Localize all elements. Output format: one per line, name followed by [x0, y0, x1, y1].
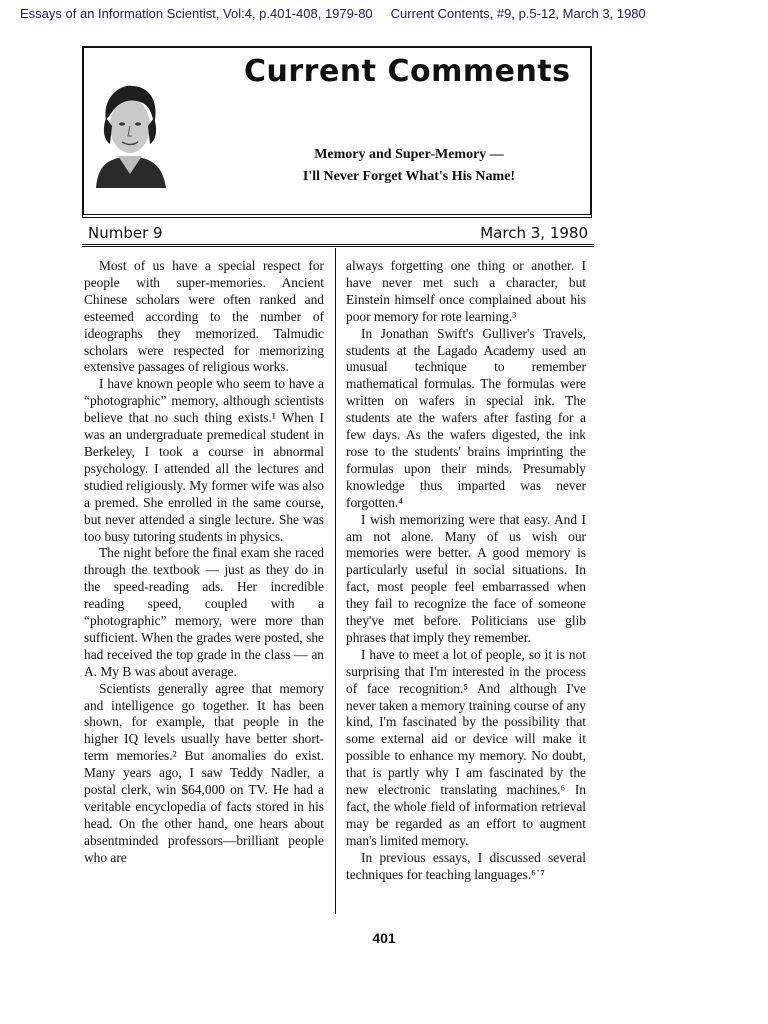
paragraph: I have to meet a lot of people, so it is not surprising that I'm interested in the process of face recognition.⁵ And although I've never taken a memory training course of any kind, I'm fascinated by the possibility that some external aid or device will make it possible to enhance my memory. No doubt, that is partly why I am fascinated by the new electronic translating machines.⁶ In fact, the whole field of information retrieval may be regarded as an effort to augment man's limited memory.	[346, 646, 586, 848]
paragraph: The night before the final exam she raced through the textbook — just as they do in the speed-reading ads. Her incredible reading speed, coupled with a “photographic” memory, were more than sufficient. When the grades were posted, she had received the top grade in the class — an A. My B was about average.	[84, 545, 324, 679]
citation-source: Essays of an Information Scientist, Vol:4, p.401-408, 1979-80	[20, 6, 373, 21]
citation-line	[20, 6, 646, 21]
article-title-line-2: I'll Never Forget What's His Name!	[302, 169, 516, 184]
current-comments-logo: Current Comments	[244, 54, 571, 89]
paragraph: In previous essays, I discussed several techniques for teaching languages.⁶˙⁷	[346, 849, 586, 882]
paragraph: Scientists generally agree that memory and intelligence go together. It has been shown, for example, that people in the higher IQ levels usually have better short-term memories.² But anomalies do exist. Many years ago, I saw Teddy Nadler, a postal clerk, win $64,000 on TV. He had a veritable encyclopedia of facts stored in his head. On the other hand, one hears about absentminded professors—brilliant people who are	[84, 680, 324, 865]
paragraph: I wish memorizing were that easy. And I am not alone. Many of us wish our memories were better. A good memory is particularly useful in social situations. In fact, most people feel embarrassed when they fail to recognize the face of someone they've met before. Politicians use glib phrases that imply they remember.	[346, 511, 586, 645]
issue-date: March 3, 1980	[480, 224, 588, 242]
article-title	[234, 144, 584, 188]
right-column	[346, 258, 586, 884]
header-box	[82, 46, 592, 218]
paragraph: I have known people who seem to have a “photographic” memory, although scientists believe that no such thing exists.¹ When I was an undergraduate premedical student in Berkeley, I took a course in abnormal psychology. I attended all the lectures and studied religiously. My former wife was also a premed. She enrolled in the same course, but never attended a single lecture. She was too busy tutoring students in physics.	[84, 376, 324, 544]
article-title-line-1: Memory and Super-Memory —	[314, 147, 504, 162]
author-portrait	[90, 78, 170, 188]
paragraph: Most of us have a special respect for people with super-memories. Ancient Chinese scholars were often ranked and esteemed according to the number of ideographs they memorized. Talmudic scholars were respected for memorizing extensive passages of religious works.	[84, 258, 324, 375]
left-column	[84, 258, 324, 867]
page-number: 401	[372, 930, 396, 946]
issue-number: Number 9	[88, 224, 163, 242]
paragraph: always forgetting one thing or another. I have never met such a character, but Einstein himself once complained about his poor memory for rote learning.³	[346, 258, 586, 324]
header-rule	[82, 244, 594, 247]
column-divider	[335, 248, 336, 914]
citation-publication: Current Contents, #9, p.5-12, March 3, 1980	[390, 6, 646, 21]
paragraph: In Jonathan Swift's Gulliver's Travels, students at the Lagado Academy used an unusual technique to remember mathematical formulas. The formulas were written on wafers in special ink. The students ate the wafers after fasting for a few days. As the wafers digested, the ink rose to the students' brains imprinting the formulas upon their minds. Presumably knowledge thus imparted was never forgotten.⁴	[346, 325, 586, 510]
